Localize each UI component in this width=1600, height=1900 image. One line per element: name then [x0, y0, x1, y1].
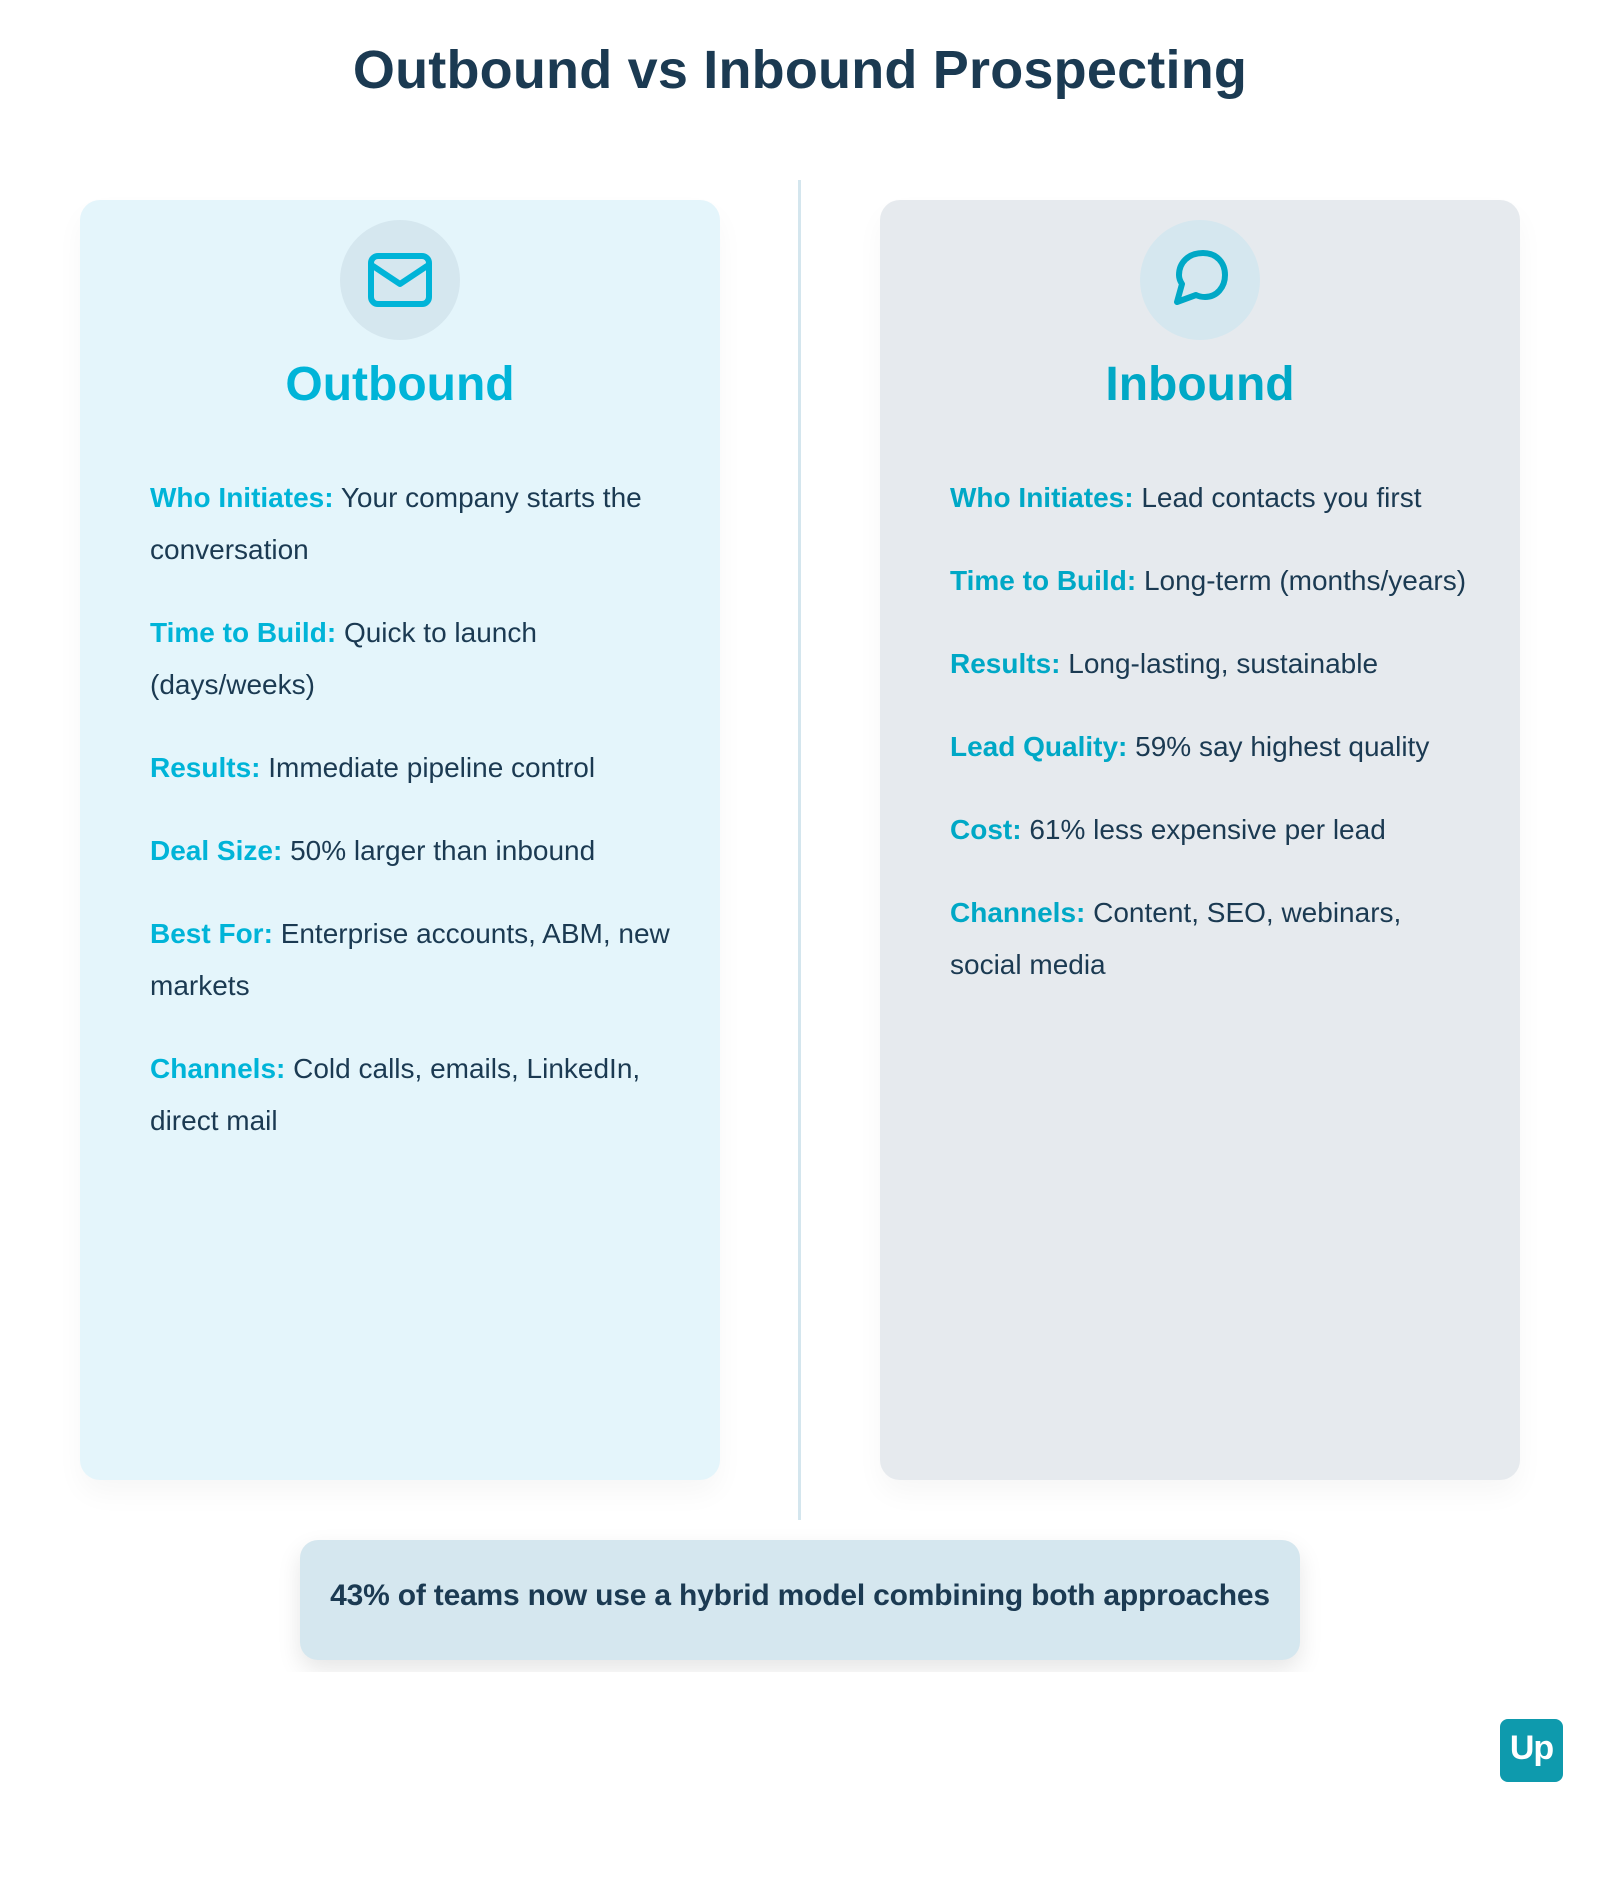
item-label: Channels: [950, 897, 1086, 928]
upshift-logo-icon [1500, 1719, 1563, 1782]
item-label: Who Initiates: [150, 482, 334, 513]
list-item [950, 804, 1470, 856]
list-item [950, 638, 1470, 690]
list-item [950, 721, 1470, 773]
item-label: Lead Quality: [950, 731, 1128, 762]
item-label: Who Initiates: [950, 482, 1134, 513]
list-item [150, 607, 670, 711]
item-value: Quick to launch (days/weeks) [150, 617, 537, 700]
item-label: Cost: [950, 814, 1022, 845]
item-label: Time to Build: [950, 565, 1137, 596]
item-label: Results: [950, 648, 1061, 679]
item-label: Results: [150, 752, 261, 783]
list-item [950, 472, 1470, 524]
item-value: Your company starts the conversation [150, 482, 642, 565]
envelope-icon [367, 252, 433, 308]
hybrid-banner-text: 43% of teams now use a hybrid model combining both approaches [330, 1579, 1270, 1612]
page-title: Outbound vs Inbound Prospecting [352, 40, 1248, 100]
logo-text: Up [1509, 1729, 1554, 1767]
item-value: Immediate pipeline control [268, 752, 596, 783]
inbound-title: Inbound [1105, 358, 1295, 411]
item-label: Time to Build: [150, 617, 337, 648]
item-value: 50% larger than inbound [290, 835, 596, 866]
item-value: 59% say highest quality [1135, 731, 1430, 762]
item-value: Cold calls, emails, LinkedIn, direct mail [150, 1053, 641, 1136]
inbound-card [880, 200, 1520, 1480]
list-item [150, 472, 670, 576]
item-value: Long-term (months/years) [1143, 565, 1467, 596]
list-item [150, 742, 670, 794]
list-item [950, 887, 1470, 991]
outbound-attribute-list [150, 472, 670, 1178]
item-label: Channels: [150, 1053, 286, 1084]
chat-bubble-icon-circle [1140, 220, 1260, 340]
item-value: Content, SEO, webinars, social media [950, 897, 1402, 980]
list-item [150, 1043, 670, 1147]
outbound-title: Outbound [285, 358, 515, 411]
center-divider [798, 180, 801, 1520]
list-item [150, 908, 670, 1012]
item-label: Best For: [150, 918, 273, 949]
chat-bubble-icon [1167, 247, 1233, 313]
item-value: Lead contacts you first [1141, 482, 1422, 513]
list-item [150, 825, 670, 877]
outbound-card [80, 200, 720, 1480]
inbound-attribute-list [950, 472, 1470, 1022]
list-item [950, 555, 1470, 607]
item-value: Enterprise accounts, ABM, new markets [150, 918, 670, 1001]
item-label: Deal Size: [150, 835, 283, 866]
envelope-icon-circle [340, 220, 460, 340]
item-value: Long-lasting, sustainable [1068, 648, 1379, 679]
item-value: 61% less expensive per lead [1029, 814, 1386, 845]
